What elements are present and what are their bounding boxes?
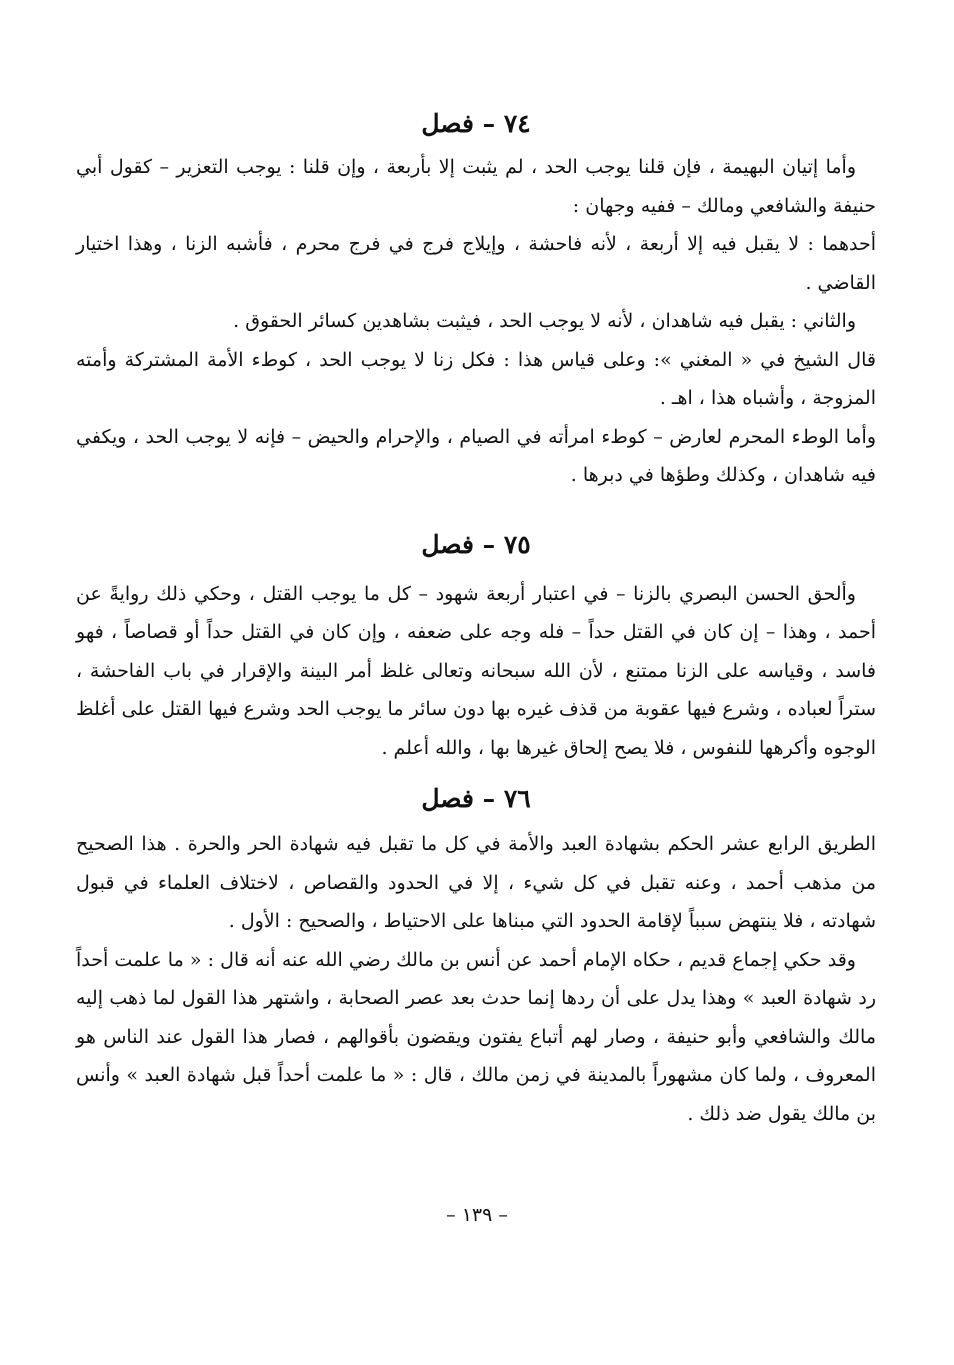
paragraph-hasan-al-basri: وألحق الحسن البصري بالزنا – في اعتبار أربعة شهود – كل ما يوجب القتل ، وحكي ذلك روايةً عن أحمد ، وهذا – إن كان في القتل حداً – فله وجه على ضعفه ، وإن كان في القتل حداً أو قصاصاً ، فهو فاسد ، وقياسه على الزنا ممتنع ، لأن الله سبحانه وتعالى غلظ أمر البينة والإقرار في باب الفاحشة ، ستراً لعباده ، وشرع فيها عقوبة من قذف غيره بها دون سائر ما يوجب الحد وشرع فيها القتل على أغلظ الوجوه وأكرهها للنفوس ، فلا يصح إلحاق غيرها بها ، والله أعلم . [76,582,876,759]
paragraph-consensus: وقد حكي إجماع قديم ، حكاه الإمام أحمد عن أنس بن مالك رضي الله عنه أنه قال : « ما علمت أحداً رد شهادة العبد » وهذا يدل على أن ردها إنما حدث بعد عصر الصحابة ، واشتهر هذا القول لما ذهب إليه مالك والشافعي وأبو حنيفة ، وصار لهم أتباع يفتون ويقضون بأقوالهم ، فصار هذا القول عند الناس هو المعروف ، ولما كان مشهوراً بالمدينة في زمن مالك ، قال : « ما علمت أحداً قبل شهادة العبد » وأنس بن مالك يقول ضد ذلك . [76,948,876,1125]
paragraph-slave-testimony: الطريق الرابع عشر الحكم بشهادة العبد والأمة في كل ما تقبل فيه شهادة الحر والحرة . هذا الصحيح من مذهب أحمد ، وعنه تقبل في كل شيء ، إلا في الحدود والقصاص ، لاختلاف العلماء في قبول شهادته ، فلا ينتهض سبباً لإقامة الحدود التي مبناها على الاحتياط ، والصحيح : الأول . [76,833,876,932]
paragraph-first-view: أحدهما : لا يقبل فيه إلا أربعة ، لأنه فاحشة ، وإيلاج فرج في فرج محرم ، فأشبه الزنا ، وهذا اختيار القاضي . [76,233,876,294]
paragraph-prohibited-intercourse: وأما الوطء المحرم لعارض – كوطء امرأته في الصيام ، والإحرام والحيض – فإنه لا يوجب الحد ، ويكفي فيه شاهدان ، وكذلك وطؤها في دبرها . [76,425,876,486]
page-number: – ١٣٩ – [446,1204,508,1226]
paragraph-bestiality: وأما إتيان البهيمة ، فإن قلنا يوجب الحد ، لم يثبت إلا بأربعة ، وإن قلنا : يوجب التعزير – كقول أبي حنيفة والشافعي ومالك – ففيه وجهان : [76,156,876,217]
paragraph-second-view: والثاني : يقبل فيه شاهدان ، لأنه لا يوجب الحد ، فيثبت بشاهدين كسائر الحقوق . [233,310,856,332]
paragraph-al-mughni: قال الشيخ في « المغني »: وعلى قياس هذا : فكل زنا لا يوجب الحد ، كوطء الأمة المشتركة وأمته المزوجة ، وأشباه هذا ، اهـ . [76,348,876,409]
page-body [76,96,876,1133]
section-heading-75: ٧٥ – فصل [421,529,531,559]
section-heading-76: ٧٦ – فصل [421,784,531,813]
section-heading-74: ٧٤ – فصل [421,109,531,138]
